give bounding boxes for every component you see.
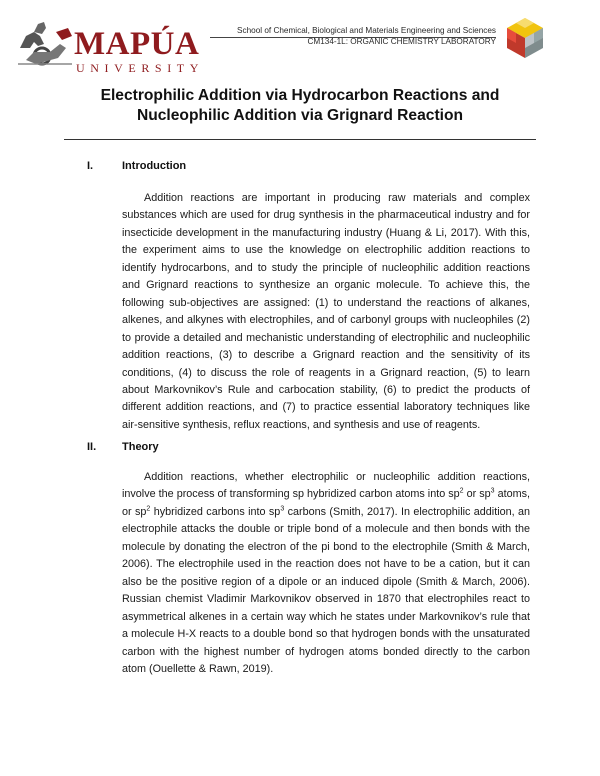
superscript: 2 [459,487,464,495]
logo-wordmark: MAPÚA [74,26,200,62]
section-heading-introduction: Introduction [122,160,187,172]
title-line-2: Nucleophilic Addition via Grignard Reaction [136,107,464,124]
introduction-paragraph: Addition reactions are important in producing raw materials and complex substances which are used for drug synthesis in the pharmaceutical industry and for insecticide development in the manufacturing industry (Huang & Li, 2017). With this, the experiment aims to use the knowledge on electrophilic addition reactions to identify hydrocarbons, and to study the principle of nucleophilic addition reactions and Grignard reactions to synthesize an organic molecule. To achieve this, the following sub-objectives are assigned: (1) to understand the reactions of alkanes, alkenes, and alkynes with electrophiles, and of carbonyl groups with nucleophiles (2) to provide a detailed and mechanistic understanding of electrophilic and nucleophilic addition reactions, (3) to describe a Grignard reaction and the sensitivity of its conditions, (4) to discuss the role of reagents in a Grignard reaction, (5) to learn about Markovnikov’s Rule and carbocation stability, (6) to predict the products of different addition reactions, and (7) to practice essential laboratory techniques like air-sensitive synthesis, reflux reactions, and synthesis and use of reagents. [122,192,530,431]
header-rule [210,37,496,38]
superscript: 3 [280,505,285,513]
course-code: CM134-1L: ORGANIC CHEMISTRY LABORATORY [307,36,496,46]
document-title [40,86,560,126]
superscript: 3 [490,487,495,495]
section-number: I. [87,160,94,172]
text-run: atoms, or sp [122,488,530,518]
section-number: II. [87,441,97,453]
text-run: carbons (Smith, 2017). In electrophilic addition, an electrophile attacks the double or triple bond of a molecule and then bonds with the molecule by donating the electron of the pi bond to the electrophile (Smith & March, 2006). The electrophile used in the reaction does not have to be a cation, but it can also be the positive region of a dipole or an induced dipole (Smith & March, 2006). Russian chemist Vladimir Markovnikov observed in 1870 that electrophiles react to asymmetrical alkenes in a certain way which he states under Markovnikov’s rule that a molecule H-X reacts to a double bond so that hydrogen bonds with the unsaturated carbon with the highest number of hydrogen atoms bonded directly to the carbon atom (Ouellette & Rawn, 2019). [122,505,531,675]
theory-paragraph [122,469,530,678]
title-line-1: Electrophilic Addition via Hydrocarbon Reactions and [100,87,500,104]
section-heading-theory: Theory [122,441,159,453]
text-run: or sp [463,488,491,501]
mapua-emblem-icon [16,18,76,68]
logo-subtitle: UNIVERSITY [76,61,204,75]
chemistry-cube-icon [505,16,545,60]
superscript: 2 [146,505,151,513]
text-run: Addition reactions, whether electrophilic or nucleophilic addition reactions, involve the process of transforming sp hybridized carbon atoms into sp [122,471,530,501]
text-run: hybridized carbons into sp [150,505,281,518]
title-rule [64,139,536,140]
school-name: School of Chemical, Biological and Materials Engineering and Sciences [237,26,496,35]
university-logo [16,18,204,75]
